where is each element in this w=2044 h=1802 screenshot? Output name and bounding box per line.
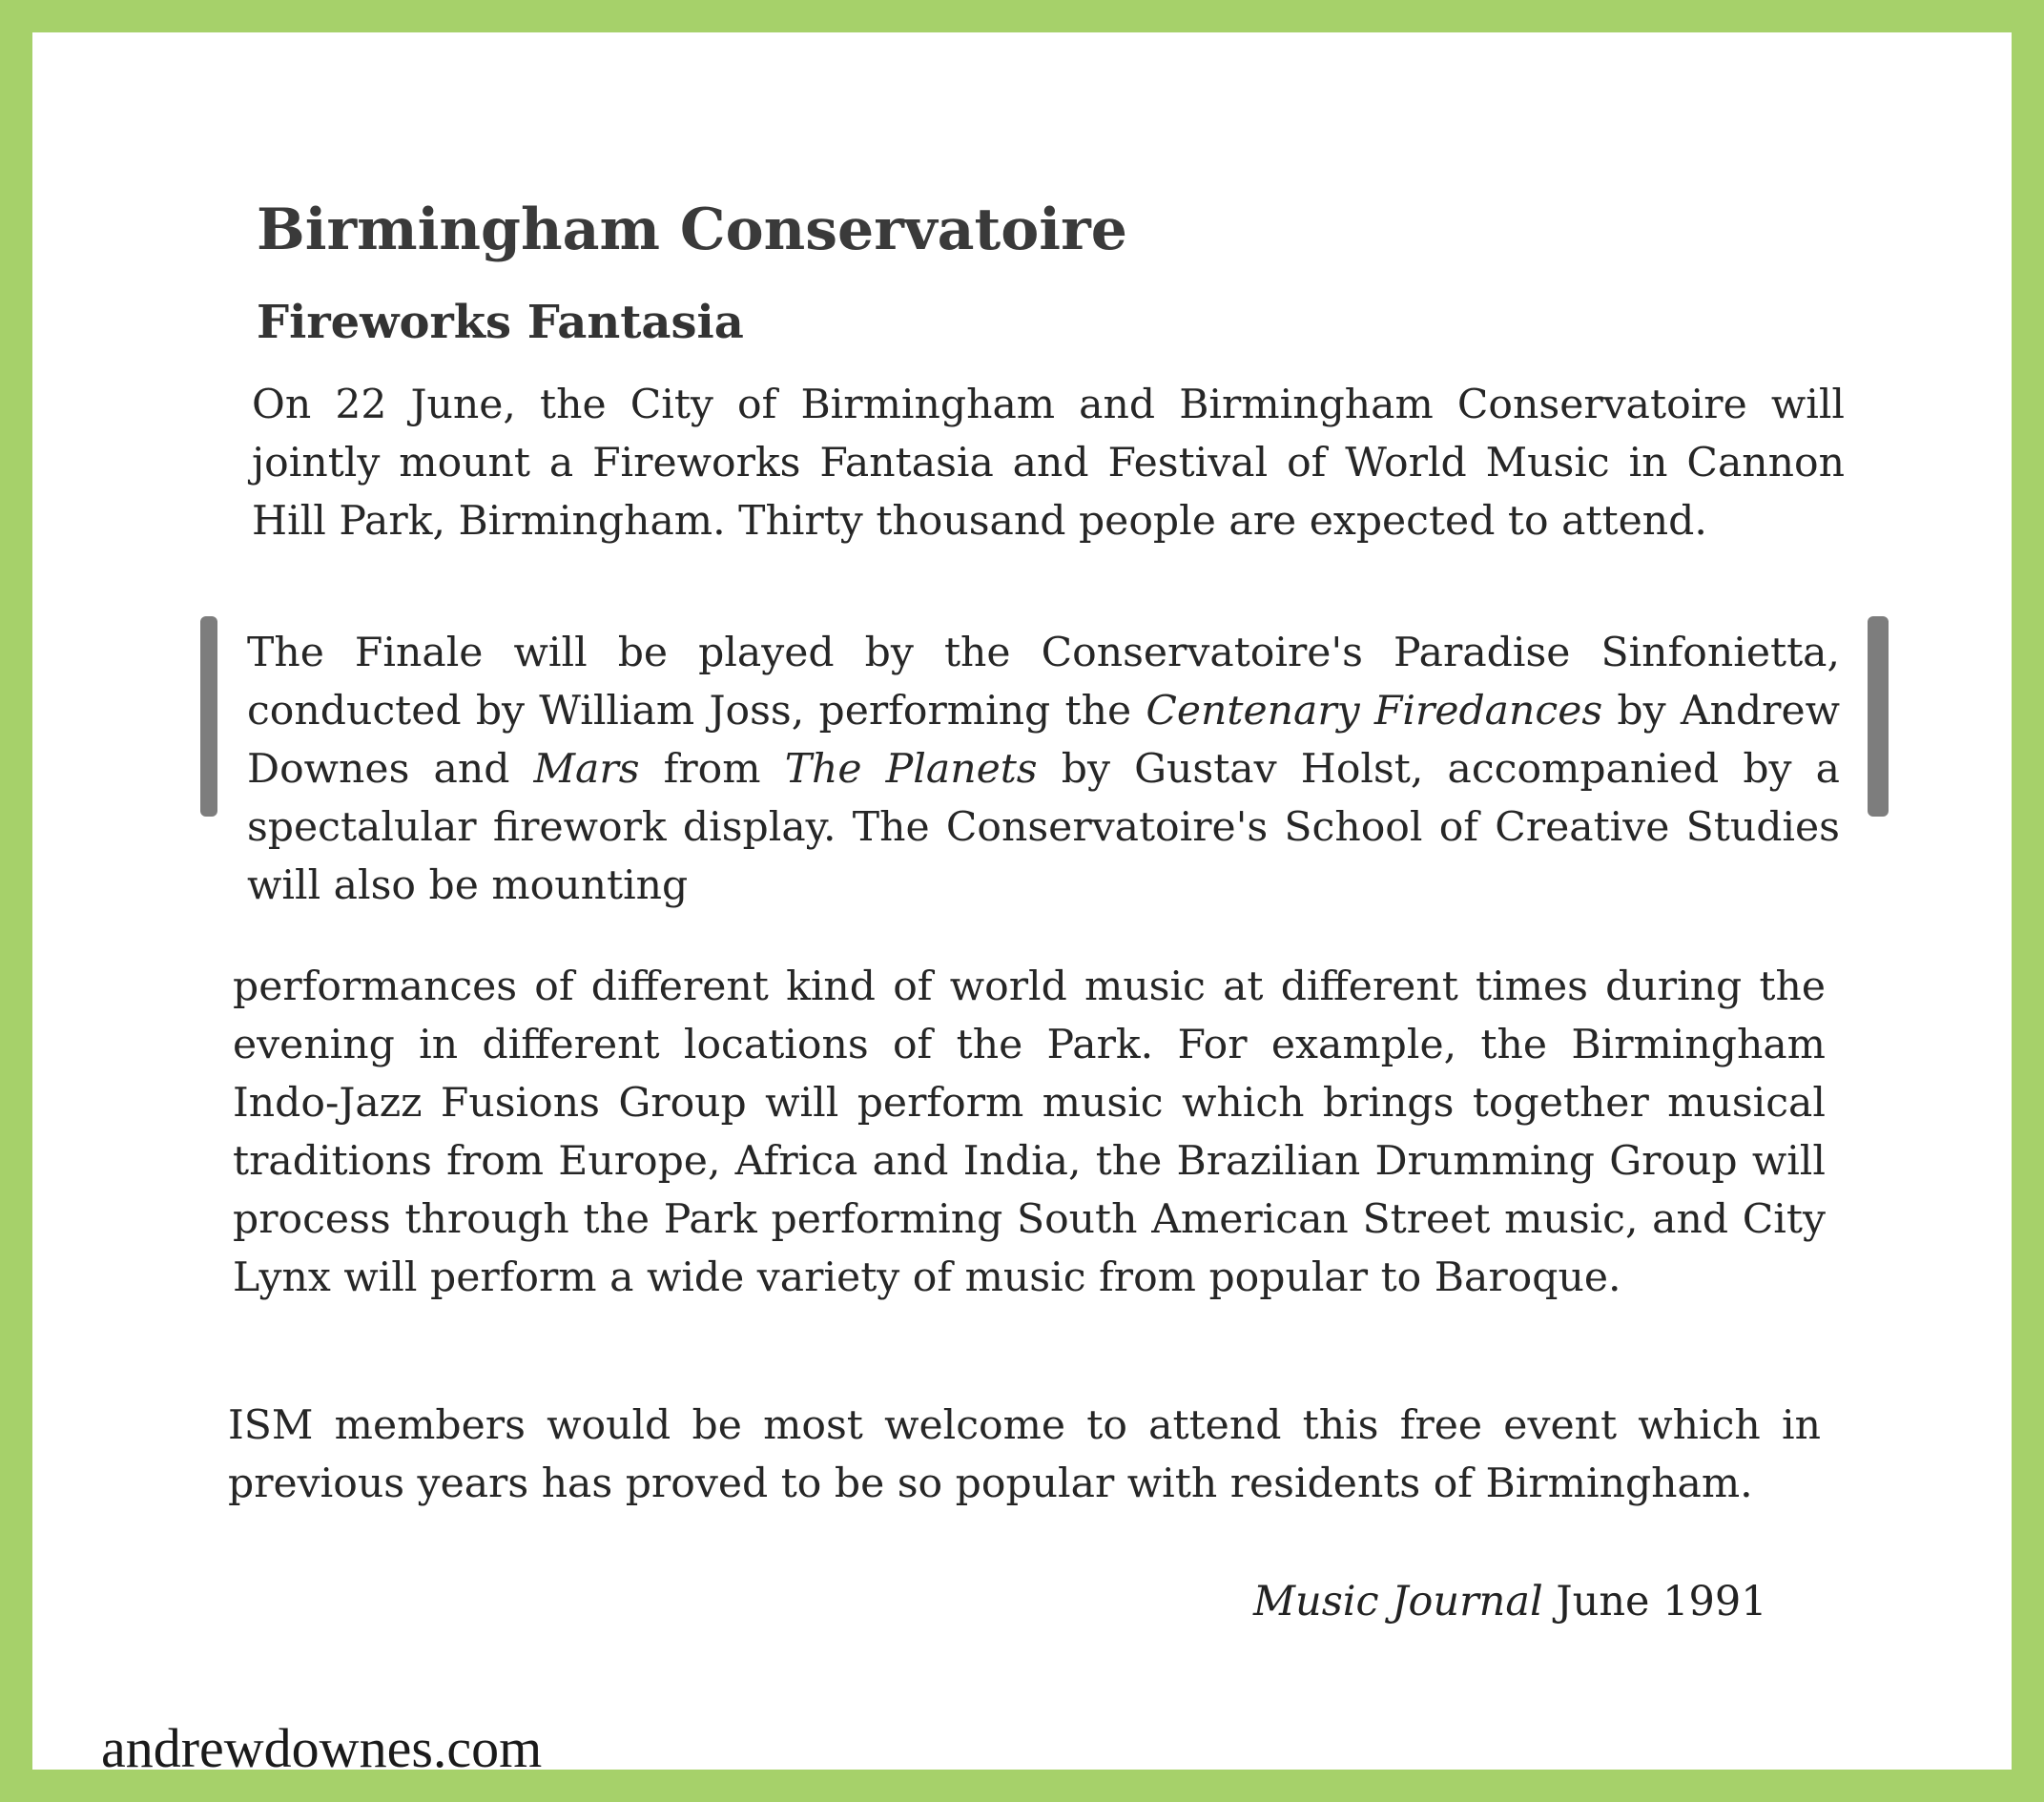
source-publication: Music Journal	[1253, 1578, 1543, 1626]
website-link[interactable]: andrewdownes.com	[101, 1717, 543, 1779]
paragraph-finale-text-3: from	[639, 746, 785, 793]
work-title-centenary-firedances: Centenary Firedances	[1146, 688, 1603, 735]
revision-bar-right	[1868, 616, 1889, 817]
paragraph-invitation: ISM members would be most welcome to attend this free event which in previous years has proved to be so popular with residents of Birmingham.	[228, 1402, 1821, 1507]
work-title-the-planets: The Planets	[784, 746, 1038, 793]
paragraph-world-music: performances of different kind of world music at different times during the evening in different locations of the Park. For example, the Birmingham Indo-Jazz Fusions Group will perform music which brings together musical traditions from Europe, Africa and India, the Brazilian Drumming Group will process through the Park performing South American Street music, and City Lynx will perform a wide variety of music from popular to Baroque.	[233, 963, 1826, 1301]
article-title: Birmingham Conservatoire	[257, 197, 1127, 263]
paragraph-finale-text-2: by Andrew Downes and	[247, 688, 1841, 793]
source-citation	[1253, 1578, 1767, 1626]
revision-bar-left	[200, 616, 217, 817]
article-subtitle: Fireworks Fantasia	[257, 296, 744, 349]
newspaper-clipping	[204, 176, 1845, 1664]
paragraph-intro: On 22 June, the City of Birmingham and Birmingham Conservatoire will jointly mount a Fireworks Fantasia and Festival of World Music in Cannon Hill Park, Birmingham. Thirty thousand people are expected to attend.	[252, 382, 1845, 545]
work-title-mars: Mars	[533, 746, 640, 793]
paragraph-finale-text-1: The Finale will be played by the Conservatoire's Paradise Sinfonietta, conducted by William Joss, performing the	[247, 630, 1840, 735]
paragraph-finale-text-4: by Gustav Holst, accompanied by a spectalular firework display. The Conservatoire's School of Creative Studies will also be mounting	[247, 746, 1840, 909]
paragraph-finale	[247, 624, 1840, 915]
source-date: June 1991	[1542, 1578, 1767, 1626]
